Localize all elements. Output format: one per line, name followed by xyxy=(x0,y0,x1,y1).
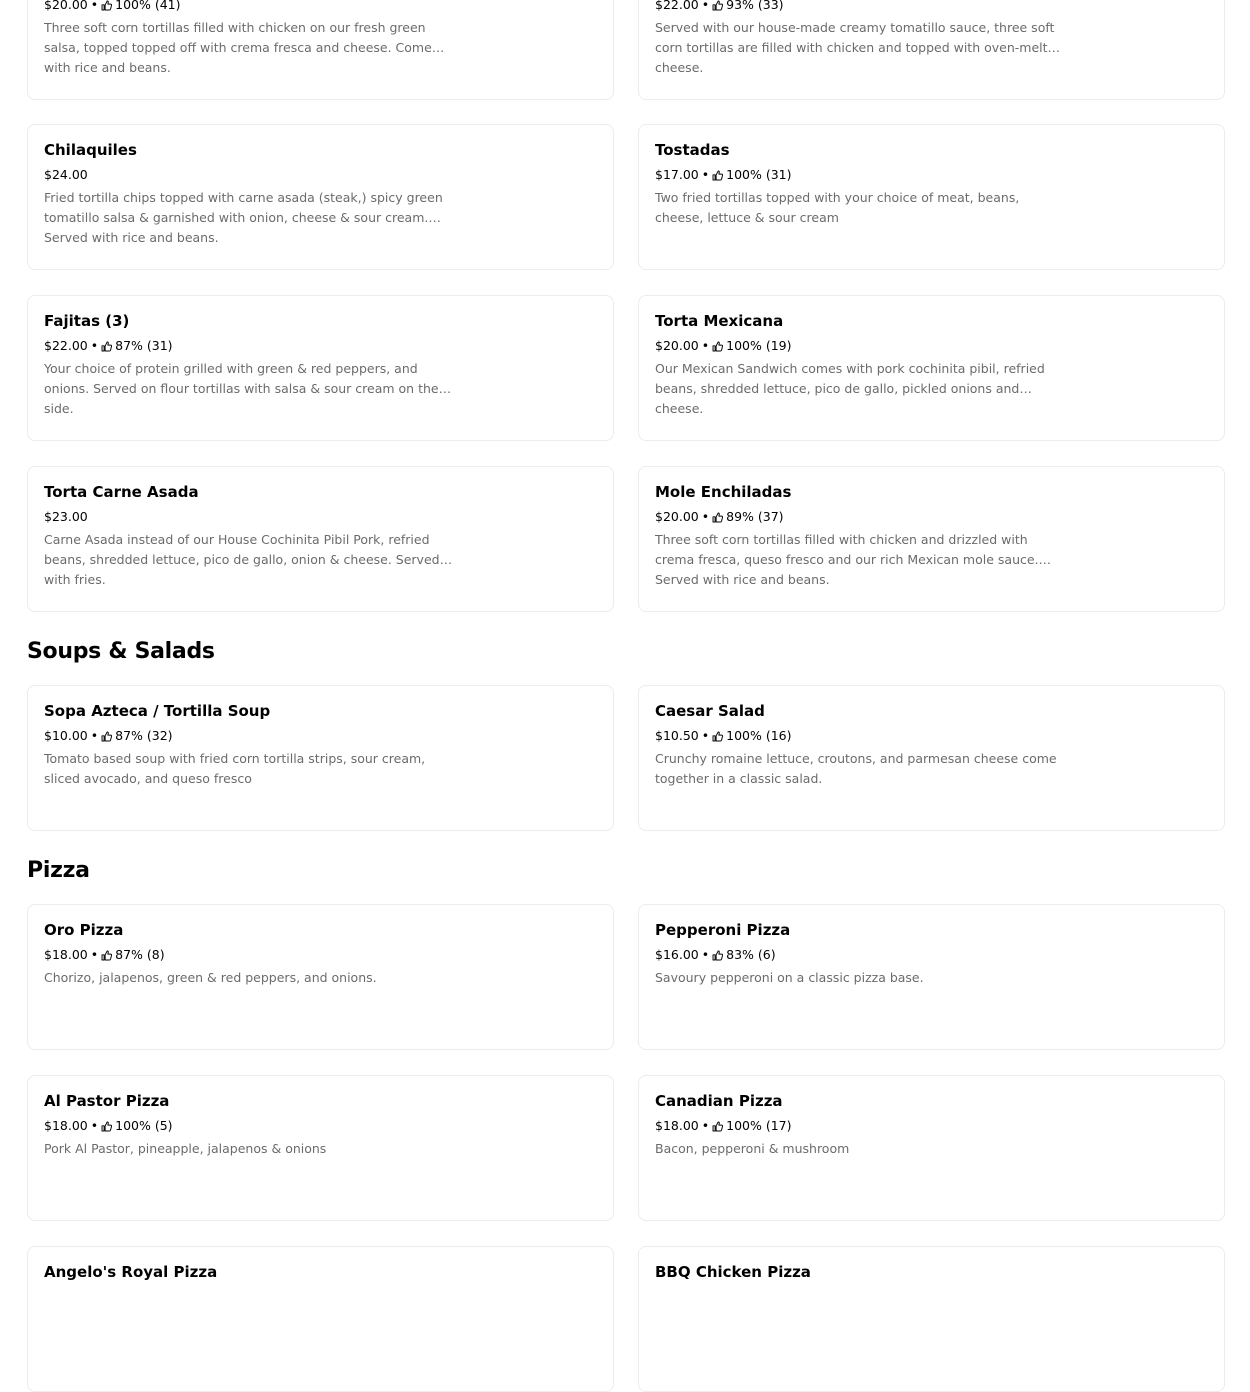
item-description: Three soft corn tortillas filled with chicken and drizzled with crema fresca, queso fresco and our rich Mexican mole sauce. Served with rice and beans. xyxy=(655,532,1039,587)
item-meta xyxy=(655,1117,792,1135)
separator-dot: • xyxy=(701,338,710,353)
item-description: Bacon, pepperoni & mushroom xyxy=(655,1141,850,1156)
menu-item-card[interactable] xyxy=(27,295,614,441)
separator-dot: • xyxy=(90,728,99,743)
item-title: Caesar Salad xyxy=(655,702,765,720)
item-description: Savoury pepperoni on a classic pizza base. xyxy=(655,970,924,985)
item-description: Fried tortilla chips topped with carne asada (steak,) spicy green tomatillo salsa & garnished with onion, cheese & sour cream. Served with rice and beans. xyxy=(44,190,443,245)
separator-dot: • xyxy=(90,947,99,962)
item-title: Pepperoni Pizza xyxy=(655,921,791,939)
item-meta xyxy=(655,337,792,355)
item-meta xyxy=(655,0,784,14)
item-rating: 100% (19) xyxy=(726,338,792,353)
menu-item-card[interactable] xyxy=(638,295,1225,441)
item-title: Al Pastor Pizza xyxy=(44,1092,170,1110)
item-title: Oro Pizza xyxy=(44,921,124,939)
menu-item-card[interactable] xyxy=(27,124,614,270)
item-rating: 87% (8) xyxy=(115,947,165,962)
thumbs-up-icon xyxy=(712,731,723,742)
item-description: Tomato based soup with fried corn tortilla strips, sour cream, sliced avocado, and queso fresco xyxy=(44,751,426,786)
item-rating: 100% (17) xyxy=(726,1118,792,1133)
item-price: $18.00 xyxy=(44,1118,88,1133)
menu-item-card[interactable] xyxy=(27,1075,614,1221)
item-rating: 100% (5) xyxy=(115,1118,173,1133)
thumbs-up-icon xyxy=(712,0,723,11)
item-rating: 89% (37) xyxy=(726,509,784,524)
item-meta xyxy=(655,946,776,964)
item-title: Torta Mexicana xyxy=(655,312,784,330)
thumbs-up-icon xyxy=(101,0,112,11)
menu-item-card[interactable] xyxy=(638,466,1225,612)
item-price: $16.00 xyxy=(655,947,699,962)
thumbs-up-icon xyxy=(101,1121,112,1132)
item-price: $23.00 xyxy=(44,509,88,524)
item-price: $17.00 xyxy=(655,167,699,182)
item-meta xyxy=(44,727,173,745)
thumbs-up-icon xyxy=(101,341,112,352)
item-rating: 87% (32) xyxy=(115,728,173,743)
menu-item-card[interactable] xyxy=(638,685,1225,831)
section-title-soups-salads: Soups & Salads xyxy=(27,639,215,664)
separator-dot: • xyxy=(701,728,710,743)
item-rating: 100% (16) xyxy=(726,728,792,743)
item-price: $10.50 xyxy=(655,728,699,743)
item-price: $22.00 xyxy=(44,338,88,353)
item-description: Your choice of protein grilled with green & red peppers, and onions. Served on flour tortillas with salsa & sour cream on the side. xyxy=(44,361,439,416)
item-meta xyxy=(655,166,792,184)
menu-item-card[interactable] xyxy=(638,1075,1225,1221)
item-meta xyxy=(655,727,792,745)
item-title: Torta Carne Asada xyxy=(44,483,199,501)
menu-item-card[interactable] xyxy=(638,1246,1225,1392)
item-meta xyxy=(44,166,88,184)
item-meta xyxy=(44,946,165,964)
item-price: $20.00 xyxy=(44,0,88,12)
item-title: Angelo's Royal Pizza xyxy=(44,1263,218,1281)
item-price: $20.00 xyxy=(655,338,699,353)
item-description: Three soft corn tortillas filled with chicken on our fresh green salsa, topped topped off with crema fresca and cheese. Come with rice and beans. xyxy=(44,20,432,75)
item-rating: 93% (33) xyxy=(726,0,784,12)
separator-dot: • xyxy=(701,1118,710,1133)
menu-item-card[interactable] xyxy=(638,904,1225,1050)
item-rating: 100% (31) xyxy=(726,167,792,182)
thumbs-up-icon xyxy=(712,1121,723,1132)
thumbs-up-icon xyxy=(712,341,723,352)
item-description: Crunchy romaine lettuce, croutons, and parmesan cheese come together in a classic salad. xyxy=(655,751,1057,786)
separator-dot: • xyxy=(701,947,710,962)
menu-item-card[interactable] xyxy=(638,0,1225,100)
item-price: $24.00 xyxy=(44,167,88,182)
item-description: Pork Al Pastor, pineapple, jalapenos & onions xyxy=(44,1141,327,1156)
separator-dot: • xyxy=(90,0,99,12)
item-rating: 100% (41) xyxy=(115,0,181,12)
item-title: Canadian Pizza xyxy=(655,1092,783,1110)
item-title: Chilaquiles xyxy=(44,141,137,159)
item-description: Two fried tortillas topped with your choice of meat, beans, cheese, lettuce & sour cream xyxy=(655,190,1020,225)
item-price: $20.00 xyxy=(655,509,699,524)
menu-item-card[interactable] xyxy=(27,904,614,1050)
item-meta xyxy=(44,1117,173,1135)
item-meta xyxy=(655,508,784,526)
separator-dot: • xyxy=(701,0,710,12)
item-title: Tostadas xyxy=(655,141,730,159)
item-title: BBQ Chicken Pizza xyxy=(655,1263,811,1281)
thumbs-up-icon xyxy=(101,950,112,961)
item-description: Served with our house-made creamy tomatillo sauce, three soft corn tortillas are filled with chicken and topped with oven-melted cheese. xyxy=(655,20,1064,75)
item-description: Chorizo, jalapenos, green & red peppers, and onions. xyxy=(44,970,377,985)
thumbs-up-icon xyxy=(712,950,723,961)
thumbs-up-icon xyxy=(712,512,723,523)
separator-dot: • xyxy=(701,167,710,182)
menu-item-card[interactable] xyxy=(27,1246,614,1392)
thumbs-up-icon xyxy=(101,731,112,742)
menu-item-card[interactable] xyxy=(27,466,614,612)
item-title: Mole Enchiladas xyxy=(655,483,792,501)
thumbs-up-icon xyxy=(712,170,723,181)
item-price: $10.00 xyxy=(44,728,88,743)
item-description: Carne Asada instead of our House Cochinita Pibil Pork, refried beans, shredded lettuce, pico de gallo, onion & cheese. Served with fries. xyxy=(44,532,440,587)
section-title-pizza: Pizza xyxy=(27,858,90,883)
item-title: Fajitas (3) xyxy=(44,312,130,330)
menu-item-card[interactable] xyxy=(27,685,614,831)
separator-dot: • xyxy=(90,1118,99,1133)
menu-item-card[interactable] xyxy=(638,124,1225,270)
item-meta xyxy=(44,508,88,526)
item-rating: 83% (6) xyxy=(726,947,776,962)
menu-item-card[interactable] xyxy=(27,0,614,100)
item-description: Our Mexican Sandwich comes with pork cochinita pibil, refried beans, shredded lettuce, pico de gallo, pickled onions and cheese. xyxy=(655,361,1045,416)
item-price: $18.00 xyxy=(44,947,88,962)
item-meta xyxy=(44,0,181,14)
item-meta xyxy=(44,337,173,355)
item-price: $18.00 xyxy=(655,1118,699,1133)
item-title: Sopa Azteca / Tortilla Soup xyxy=(44,702,271,720)
item-rating: 87% (31) xyxy=(115,338,173,353)
item-price: $22.00 xyxy=(655,0,699,12)
separator-dot: • xyxy=(90,338,99,353)
separator-dot: • xyxy=(701,509,710,524)
